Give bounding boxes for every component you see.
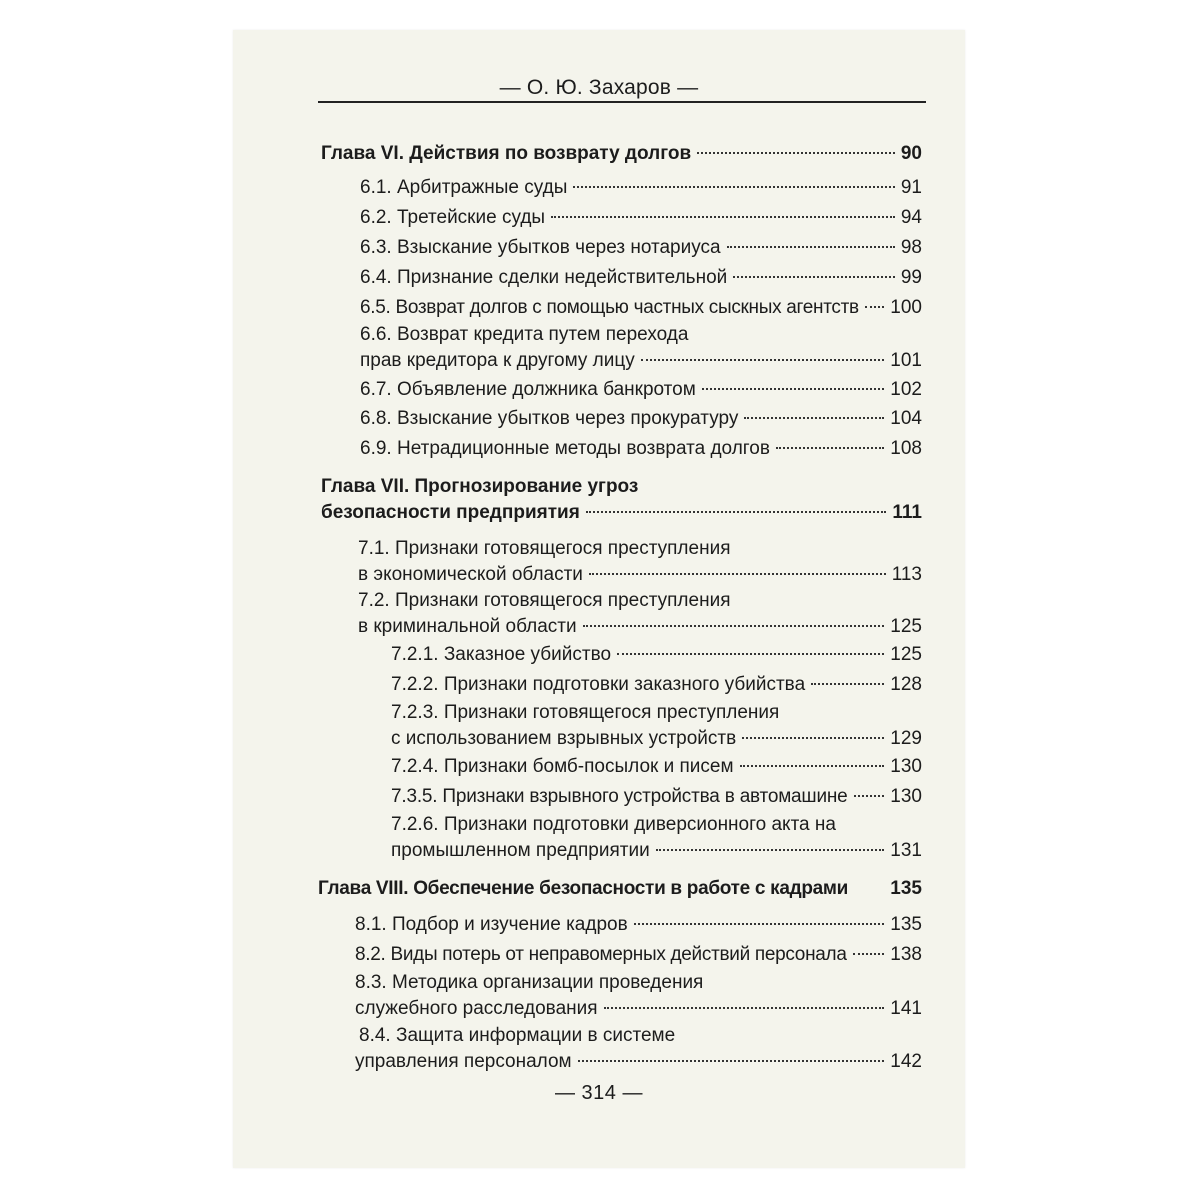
toc-entry-title-line1: 7.2. Признаки готовящегося преступления xyxy=(358,590,731,611)
toc-entry-title: 7.2.2. Признаки подготовки заказного убийства xyxy=(391,674,806,695)
dot-leader xyxy=(604,1007,885,1009)
page-number-footer: — 314 — xyxy=(555,1082,643,1104)
toc-entry-title-line1: 7.2.3. Признаки готовящегося преступления xyxy=(391,702,780,723)
toc-entry-title: 8.1. Подбор и изучение кадров xyxy=(355,914,628,935)
dot-leader xyxy=(776,447,884,449)
toc-page-number: 111 xyxy=(892,502,922,523)
toc-entry-title-line1: 8.3. Методика организации проведения xyxy=(355,972,704,993)
toc-subsection-7-2-3 xyxy=(391,700,922,752)
book-page xyxy=(233,30,965,1168)
toc-chapter-7 xyxy=(321,474,922,526)
toc-entry-title: 7.2.1. Заказное убийство xyxy=(391,644,612,665)
toc-subsection-7-2-6 xyxy=(391,812,922,864)
toc-section-6-8 xyxy=(360,406,922,432)
dot-leader xyxy=(740,765,885,767)
toc-page-number: 101 xyxy=(890,350,922,371)
toc-section-6-7 xyxy=(360,377,922,403)
dot-leader xyxy=(853,953,885,955)
toc-entry-title-line1: 7.1. Признаки готовящегося преступления xyxy=(358,538,731,559)
toc-section-8-2 xyxy=(355,942,922,968)
toc-page-number: 94 xyxy=(900,207,922,228)
dot-leader xyxy=(733,276,895,278)
toc-entry-title: промышленном предприятии xyxy=(391,840,650,861)
toc-page-number: 128 xyxy=(890,674,922,695)
toc-page-number: 90 xyxy=(900,143,922,164)
toc-section-8-4 xyxy=(355,1023,922,1075)
toc-page-number: 129 xyxy=(890,728,922,749)
toc-entry-title-line1: Глава VII. Прогнозирование угроз xyxy=(321,476,639,497)
toc-entry-title: 6.9. Нетрадиционные методы возврата долгов xyxy=(360,438,770,459)
toc-subsection-7-2-1 xyxy=(391,642,922,668)
toc-page-number: 138 xyxy=(890,944,922,965)
dot-leader xyxy=(641,359,885,361)
toc-entry-title: Глава VIII. Обеспечение безопасности в работе с кадрами xyxy=(318,878,849,899)
toc-page-number: 131 xyxy=(890,840,922,861)
toc-section-6-6 xyxy=(360,322,922,374)
toc-entry-title: в экономической области xyxy=(358,564,583,585)
toc-page-number: 125 xyxy=(890,644,922,665)
dot-leader xyxy=(656,849,885,851)
toc-page-number: 113 xyxy=(891,564,922,585)
toc-section-6-4 xyxy=(360,265,922,291)
toc-entry-title: 6.8. Взыскание убытков через прокуратуру xyxy=(360,408,739,429)
toc-entry-title: Глава VI. Действия по возврату долгов xyxy=(321,143,692,164)
toc-page-number: 102 xyxy=(890,379,922,400)
table-of-contents xyxy=(233,30,965,1168)
toc-section-6-5 xyxy=(360,295,922,321)
dot-leader xyxy=(634,923,885,925)
dot-leader xyxy=(617,653,884,655)
toc-entry-title: 6.5. Возврат долгов с помощью частных сыскных агентств xyxy=(360,297,859,318)
toc-entry-title: служебного расследования xyxy=(355,998,598,1019)
toc-page-number: 130 xyxy=(890,786,922,807)
toc-page-number: 125 xyxy=(890,616,922,637)
dot-leader xyxy=(573,186,895,188)
toc-section-6-3 xyxy=(360,235,922,261)
toc-entry-title: 6.4. Признание сделки недействительной xyxy=(360,267,728,288)
toc-section-7-2 xyxy=(358,588,922,640)
toc-section-6-9 xyxy=(360,436,922,462)
toc-entry-title: 6.2. Третейские суды xyxy=(360,207,546,228)
toc-subsection-7-3-5 xyxy=(391,784,922,810)
toc-subsection-7-2-2 xyxy=(391,672,922,698)
toc-entry-title: прав кредитора к другому лицу xyxy=(360,350,635,371)
dot-leader xyxy=(811,683,884,685)
dot-leader xyxy=(589,573,886,575)
toc-entry-title: с использованием взрывных устройств xyxy=(391,728,737,749)
dot-leader xyxy=(586,511,887,513)
toc-entry-title-line1: 7.2.6. Признаки подготовки диверсионного акта на xyxy=(391,814,836,835)
toc-section-7-1 xyxy=(358,536,922,588)
toc-entry-title: 6.3. Взыскание убытков через нотариуса xyxy=(360,237,721,258)
toc-chapter-8 xyxy=(318,876,922,902)
toc-page-number: 99 xyxy=(900,267,922,288)
toc-page-number: 135 xyxy=(890,914,922,935)
toc-section-8-1 xyxy=(355,912,922,938)
dot-leader xyxy=(854,887,884,889)
toc-chapter-6 xyxy=(321,141,922,167)
toc-page-number: 141 xyxy=(890,998,922,1019)
dot-leader xyxy=(583,625,885,627)
toc-entry-title-line1: 6.6. Возврат кредита путем перехода xyxy=(360,324,689,345)
toc-entry-title: 8.2. Виды потерь от неправомерных действий персонала xyxy=(355,944,847,965)
toc-section-8-3 xyxy=(355,970,922,1022)
toc-entry-title: 6.7. Объявление должника банкротом xyxy=(360,379,696,400)
dot-leader xyxy=(744,417,884,419)
dot-leader xyxy=(578,1060,885,1062)
toc-page-number: 108 xyxy=(890,438,922,459)
dot-leader xyxy=(854,795,885,797)
toc-page-number: 104 xyxy=(890,408,922,429)
toc-entry-title: управления персоналом xyxy=(355,1051,572,1072)
toc-entry-title: в криминальной области xyxy=(358,616,577,637)
toc-page-number: 98 xyxy=(900,237,922,258)
toc-entry-title: 7.2.4. Признаки бомб-посылок и писем xyxy=(391,756,734,777)
dot-leader xyxy=(865,306,884,308)
dot-leader xyxy=(551,216,895,218)
toc-entry-title: 6.1. Арбитражные суды xyxy=(360,177,568,198)
toc-entry-title: безопасности предприятия xyxy=(321,502,580,523)
dot-leader xyxy=(727,246,895,248)
toc-section-6-2 xyxy=(360,205,922,231)
toc-page-number: 142 xyxy=(890,1051,922,1072)
toc-page-number: 100 xyxy=(890,297,922,318)
running-header: — О. Ю. Захаров — xyxy=(499,76,699,99)
toc-section-6-1 xyxy=(360,175,922,201)
dot-leader xyxy=(702,388,885,390)
toc-subsection-7-2-4 xyxy=(391,754,922,780)
dot-leader xyxy=(697,152,895,154)
dot-leader xyxy=(742,737,884,739)
toc-entry-title: 7.3.5. Признаки взрывного устройства в автомашине xyxy=(391,786,848,807)
toc-entry-title-line1: 8.4. Защита информации в системе xyxy=(359,1025,676,1046)
toc-page-number: 135 xyxy=(890,878,922,899)
toc-page-number: 130 xyxy=(890,756,922,777)
toc-page-number: 91 xyxy=(900,177,922,198)
